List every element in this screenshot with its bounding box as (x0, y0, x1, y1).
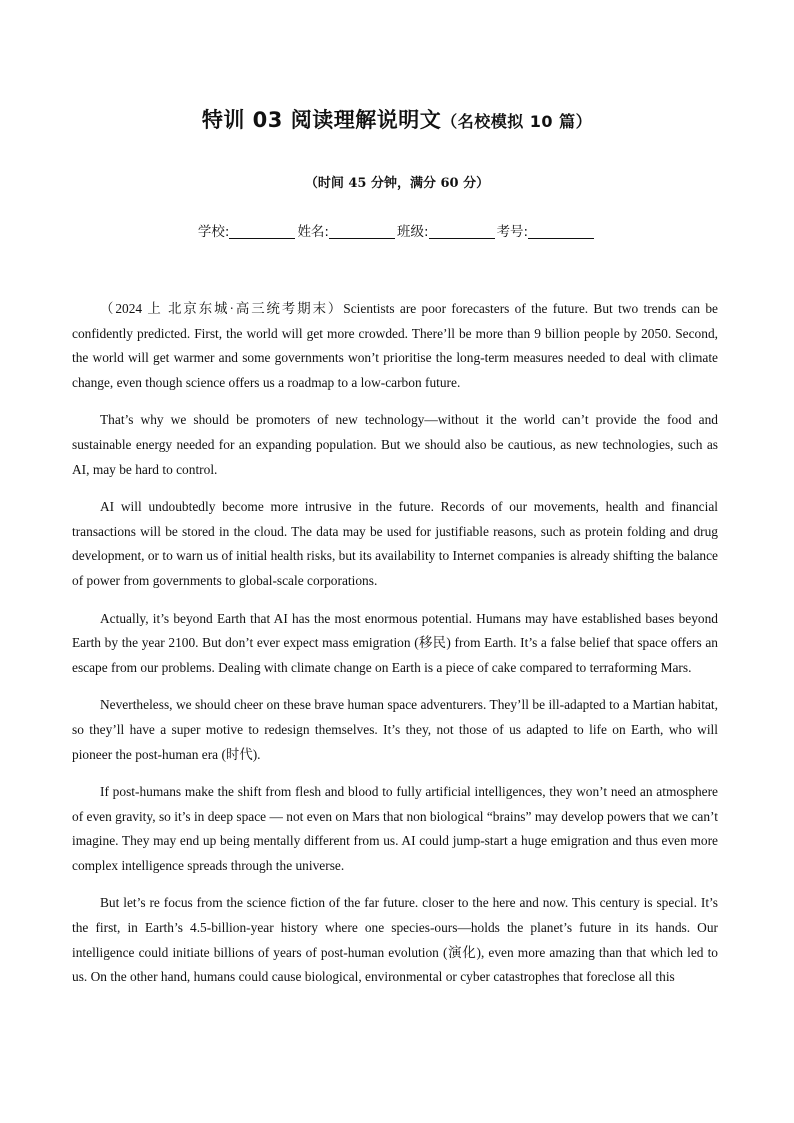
title-main: 特训 03 阅读理解说明文 (201, 108, 442, 132)
field-label: 姓名: (297, 224, 329, 240)
document-title (0, 104, 794, 134)
paragraph: That’s why we should be promoters of new technology—without it the world can’t provide the food and sustainable energy needed for an expanding population. But we should also be cautious, as new technologies, such as AI, may be hard to control. (72, 412, 718, 477)
field-label: 考号: (496, 224, 529, 240)
exam-number-blank (528, 224, 594, 239)
paragraph: Nevertheless, we should cheer on these brave human space adventurers. They’ll be ill-adapted to a Martian habitat, so they’ll have a super motive to redesign themselves. It’s they, not those of us adapted to life on Earth, who will pioneer the post-human era (时代). (72, 697, 718, 762)
field-label: 学校: (197, 224, 230, 240)
paragraph: Actually, it’s beyond Earth that AI has the most enormous potential. Humans may have established bases beyond Earth by the year 2100. But don’t ever expect mass emigration (移民) from Earth. It’s a false belief that space offers an escape from our problems. Dealing with climate change on Earth is a piece of cake compared to terraforming Mars. (72, 610, 718, 675)
exam-info: （时间 45 分钟，满分 60 分） (304, 176, 490, 191)
school-field (198, 224, 298, 240)
school-blank (229, 224, 295, 239)
paragraph: AI will undoubtedly become more intrusive in the future. Records of our movements, health and financial transactions will be stored in the cloud. The data may be used for justifiable reasons, such as protein folding and drug development, or to warn us of initial health risks, but its availability to Internet companies is already shifting the balance of power from governments to global-scale corporations. (72, 499, 718, 588)
class-field (397, 224, 497, 240)
name-blank (329, 224, 395, 239)
title-sub: （名校模拟 10 篇） (441, 112, 593, 131)
class-blank (429, 224, 495, 239)
name-field (297, 224, 397, 240)
paragraph: If post-humans make the shift from flesh and blood to fully artificial intelligences, they won’t need an atmosphere of even gravity, so it’s in deep space — not even on Mars that non biological “brains” may develop powers that we can’t imagine. They may end up being mentally different from us. AI could jump-start a huge emigration and thus even more complex intelligence spreads through the universe. (72, 784, 718, 873)
paragraph: （2024 上 北京东城·高三统考期末）Scientists are poor forecasters of the future. But two trends can be confidently predicted. First, the world will get more crowded. There’ll be more than 9 billion people by 2050. Second, the world will get warmer and some governments won’t prioritise the long-term measures needed to deal with climate change, even though science offers us a roadmap to a low-carbon future. (72, 301, 718, 390)
exam-number-field (497, 224, 597, 240)
passage-body (72, 297, 718, 1003)
student-info-fields (0, 220, 794, 240)
paragraph: But let’s re focus from the science fiction of the far future. closer to the here and now. This century is special. It’s the first, in Earth’s 4.5-billion-year history where one species-ours—holds the planet’s future in its hands. Our intelligence could initiate billions of years of post-human evolution (演化), even more amazing than that which led to us. On the other hand, humans could cause biological, environmental or cyber catastrophes that foreclose all this (72, 895, 718, 985)
field-label: 班级: (397, 224, 429, 240)
